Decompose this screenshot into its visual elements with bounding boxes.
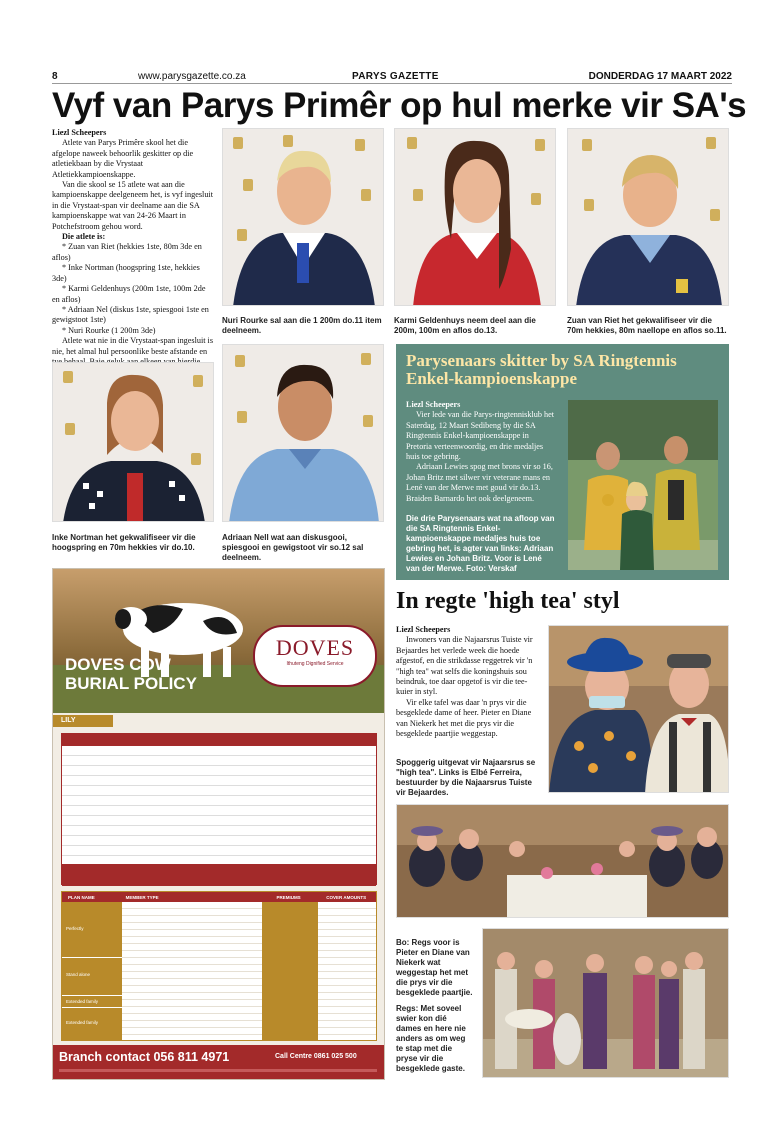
premium-group: Extended family: [66, 1020, 99, 1025]
advert-contact-bar: [53, 1045, 384, 1079]
doves-brand-sub: Ithuteng Dignified Service: [286, 661, 344, 667]
premium-table-header: [62, 892, 376, 902]
advert-hero: [53, 569, 384, 713]
high-tea-caption-2: Bo: Regs voor is Pieter en Diane van Niekerk wat weggestap het met die prys vir die besgeklede paartjie.: [396, 938, 473, 997]
premium-group: Stand alone: [62, 958, 122, 996]
benefits-footer-bar: [62, 864, 376, 886]
premium-member-rows: [122, 902, 262, 1040]
caption-adriaan: Adriaan Nell wat aan diskusgooi, spiesgooi en gewigstoot vir so.12 sal deelneem.: [222, 533, 364, 562]
high-tea-para-1: Inwoners van die Najaarsrus Tuiste vir Bejaardes het verlede week die hoede afgestof, en die strikdasse reggetrek vir 'n "high tea" wat selfs die koningshuis sou beindruk, toe daar opgetof is vir die tee-kuier in styl.: [396, 635, 533, 697]
advert-benefits-table: [61, 733, 377, 885]
doves-logo: [253, 625, 377, 687]
col-plan-name: PLAN NAME: [68, 894, 95, 900]
benefits-header-bar: [62, 734, 376, 746]
high-tea-photo-tables: [396, 804, 729, 918]
athletes-label: Die atlete is:: [62, 232, 106, 242]
article-para-1: Atlete van Parys Primêre skool het die afgelope naweek behoorlik geskitter op die atletiekbaan by die Vrystaat Atletiekkampioenskappe.: [52, 138, 194, 179]
advert-premium-table: [61, 891, 377, 1041]
doves-advert: [52, 568, 385, 1080]
call-centre: Call Centre 0861 025 500: [275, 1053, 357, 1060]
main-article-body: [52, 128, 214, 378]
photo-karmi-geldenhuys: [394, 128, 556, 306]
col-cover-amounts: COVER AMOUNTS: [326, 894, 367, 900]
premium-group: Extended family: [62, 996, 122, 1008]
ringtennis-para-2: Adriaan Lewies spog met brons vir so 16, Johan Britz met silwer vir veterane mans en Lené van der Merwe met goud vir do.13. Braiden Barnardo het ook deelgeneem.: [406, 462, 553, 503]
high-tea-photo-couple: [548, 625, 729, 793]
page-number: 8: [52, 71, 58, 82]
advert-tab: LILY: [53, 715, 113, 727]
advert-headline: [65, 655, 197, 693]
high-tea-para-2: Vir elke tafel was daar 'n prys vir die besgeklede dame of heer. Pieter en Diane van Niekerk het met die prys vir die besgeklede paartjie weggestap.: [396, 697, 532, 739]
page-header: [52, 70, 732, 84]
advert-headline-line-1: DOVES COW: [65, 655, 171, 674]
caption-zuan: Zuan van Riet het gekwalifiseer vir die 70m hekkies, 80m naellope en aflos so.11.: [567, 316, 727, 335]
advert-headline-line-2: BURIAL POLICY: [65, 674, 197, 693]
caption-inke: Inke Nortman het gekwalifiseer vir die hoogspring en 70m hekkies vir do.10.: [52, 533, 196, 552]
paper-name: PARYS GAZETTE: [352, 71, 439, 82]
benefits-rows: [62, 746, 376, 864]
website-url: www.parysgazette.co.za: [138, 71, 246, 82]
photo-nuri-rourke: [222, 128, 384, 306]
main-headline: Vyf van Parys Primêr op hul merke vir SA's: [52, 86, 747, 125]
premium-group: Perfectly: [62, 902, 122, 958]
premium-group-column: [62, 902, 122, 1040]
ringtennis-photo: [568, 400, 718, 570]
article-para-2: Van die skool se 15 atlete wat aan die kampioenskappe deelgeneem het, is vyf ingesluit in die Vrystaat-span vir deelname aan die SA kampioenskappe wat van 24-26 Maart in Potchefstroom gehou word.: [52, 180, 213, 231]
high-tea-caption-1: Spoggerig uitgevat vir Najaarsrus se "high tea". Links is Elbé Ferreira, bestuurder by die Najaarsrus Tuiste vir Bejaardes.: [396, 758, 536, 797]
ringtennis-feature-box: [396, 344, 729, 580]
ringtennis-para-1: Vier lede van die Parys-ringtennisklub het Saterdag, 12 Maart Sedibeng by die SA Ringtennis Enkel-kampioenskappe in Pretoria verteenwoordig, en drie medaljes huis toe gebring.: [406, 410, 554, 462]
athlete-item: * Karmi Geldenhuys (200m 1ste, 100m 2de en aflos): [52, 284, 206, 304]
cover-values-column: [318, 902, 376, 1040]
high-tea-byline: Liezl Scheepers: [396, 625, 451, 634]
athlete-item: * Adriaan Nel (diskus 1ste, spiesgooi 1ste en gewigstoot 1ste): [52, 304, 209, 325]
col-member-type: MEMBER TYPE: [125, 894, 159, 900]
col-premiums: PREMIUMS: [276, 894, 301, 900]
issue-date: DONDERDAG 17 MAART 2022: [588, 71, 732, 82]
branch-contact: Branch contact 056 811 4971: [59, 1050, 230, 1064]
caption-nuri: Nuri Rourke sal aan die 1 200m do.11 item deelneem.: [222, 316, 382, 335]
premium-values-column: [262, 902, 318, 1040]
ringtennis-body: [406, 400, 556, 504]
doves-brand: DOVES: [275, 635, 355, 660]
caption-karmi: Karmi Geldenhuys neem deel aan die 200m, 100m en aflos do.13.: [394, 316, 536, 335]
advert-fine-print: [59, 1069, 377, 1072]
athlete-item: * Nuri Rourke (1 200m 3de): [62, 325, 156, 335]
article-byline: Liezl Scheepers: [52, 128, 107, 137]
article-closing: Atlete wat nie in die Vrystaat-span ingesluit is nie, het almal hul persoonlike beste afstande en: [52, 336, 214, 356]
athlete-item: * Zuan van Riet (hekkies 1ste, 80m 3de en aflos): [52, 242, 202, 262]
athlete-item: * Inke Nortman (hoogspring 1ste, hekkies 3de): [52, 263, 200, 283]
photo-inke-nortman: [52, 362, 214, 522]
ringtennis-byline: Liezl Scheepers: [406, 400, 461, 409]
ringtennis-caption: Die drie Parysenaars wat na afloop van die SA Ringtennis Enkel-kampioenskappe medaljes huis toe gebring het, is agter van links: Adriaan Lewies en Johan Britz. Voor is Lené van der Merwe. Foto: Verskaf: [406, 514, 555, 573]
high-tea-caption-3: Regs: Met soveel swier kon dié dames en here nie anders as om weg te stap met die pryse vir die besgeklede gaste.: [396, 1004, 466, 1073]
high-tea-photo-group: [482, 928, 729, 1078]
high-tea-title: In regte 'high tea' styl: [396, 588, 620, 614]
photo-adriaan-nel: [222, 344, 384, 522]
ringtennis-title: Parysenaars skitter by SA Ringtennis Enkel-kampioenskappe: [406, 351, 677, 388]
high-tea-body: [396, 625, 540, 739]
photo-zuan-van-riet: [567, 128, 729, 306]
